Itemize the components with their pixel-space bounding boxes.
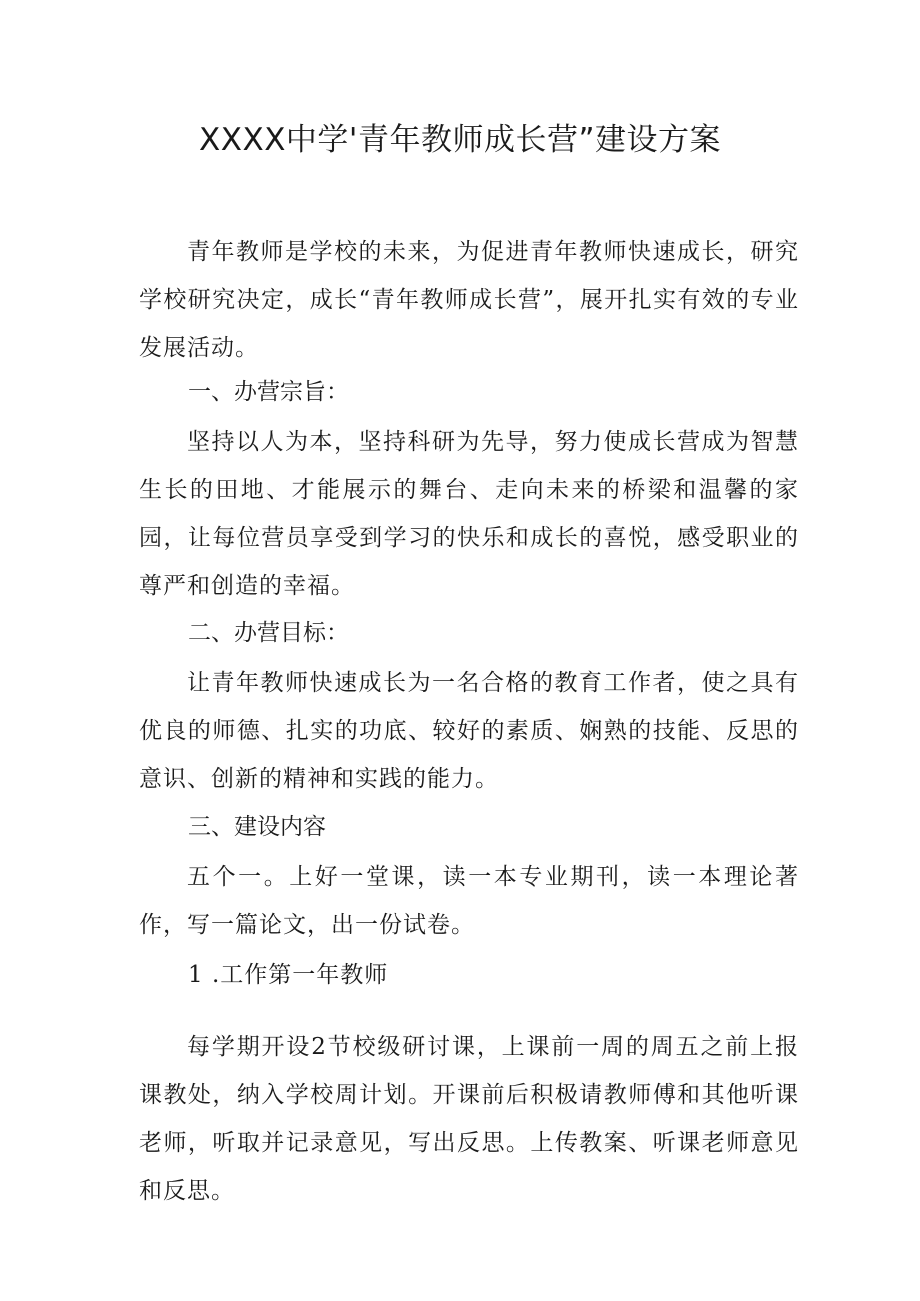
section-body-goals: 让青年教师快速成长为一名合格的教育工作者，使之具有优良的师德、扎实的功底、较好的素质、娴熟的技能、反思的意识、创新的精神和实践的能力。 [139,670,799,792]
section-body-purpose: 坚持以人为本，坚持科研为先导，努力使成长营成为智慧生长的田地、才能展示的舞台、走向未来的桥梁和温馨的家园，让每位营员享受到学习的快乐和成长的喜悦，感受职业的尊严和创造的幸福。 [139,429,799,599]
section-heading-content: 三、建设内容 [188,814,326,840]
intro-paragraph: 青年教师是学校的未来，为促进青年教师快速成长，研究学校研究决定，成长“青年教师成长营”，展开扎实有效的专业发展活动。 [139,239,799,361]
section-heading-purpose: 一、办营宗旨： [188,379,349,405]
section-body-content: 五个一。上好一堂课，读一本专业期刊，读一本理论著作，写一篇论文，出一份试卷。 [139,864,799,938]
document-title: XXXX中学'青年教师成长营”建设方案 [198,122,722,158]
subsection-body-first-year: 每学期开设2节校级研讨课，上课前一周的周五之前上报课教处，纳入学校周计划。开课前后积极请教师傅和其他听课老师，听取并记录意见，写出反思。上传教案、听课老师意见和反思。 [139,1034,799,1204]
section-heading-goals: 二、办营目标： [188,620,349,646]
subsection-heading-first-year: 1 .工作第一年教师 [188,962,389,988]
